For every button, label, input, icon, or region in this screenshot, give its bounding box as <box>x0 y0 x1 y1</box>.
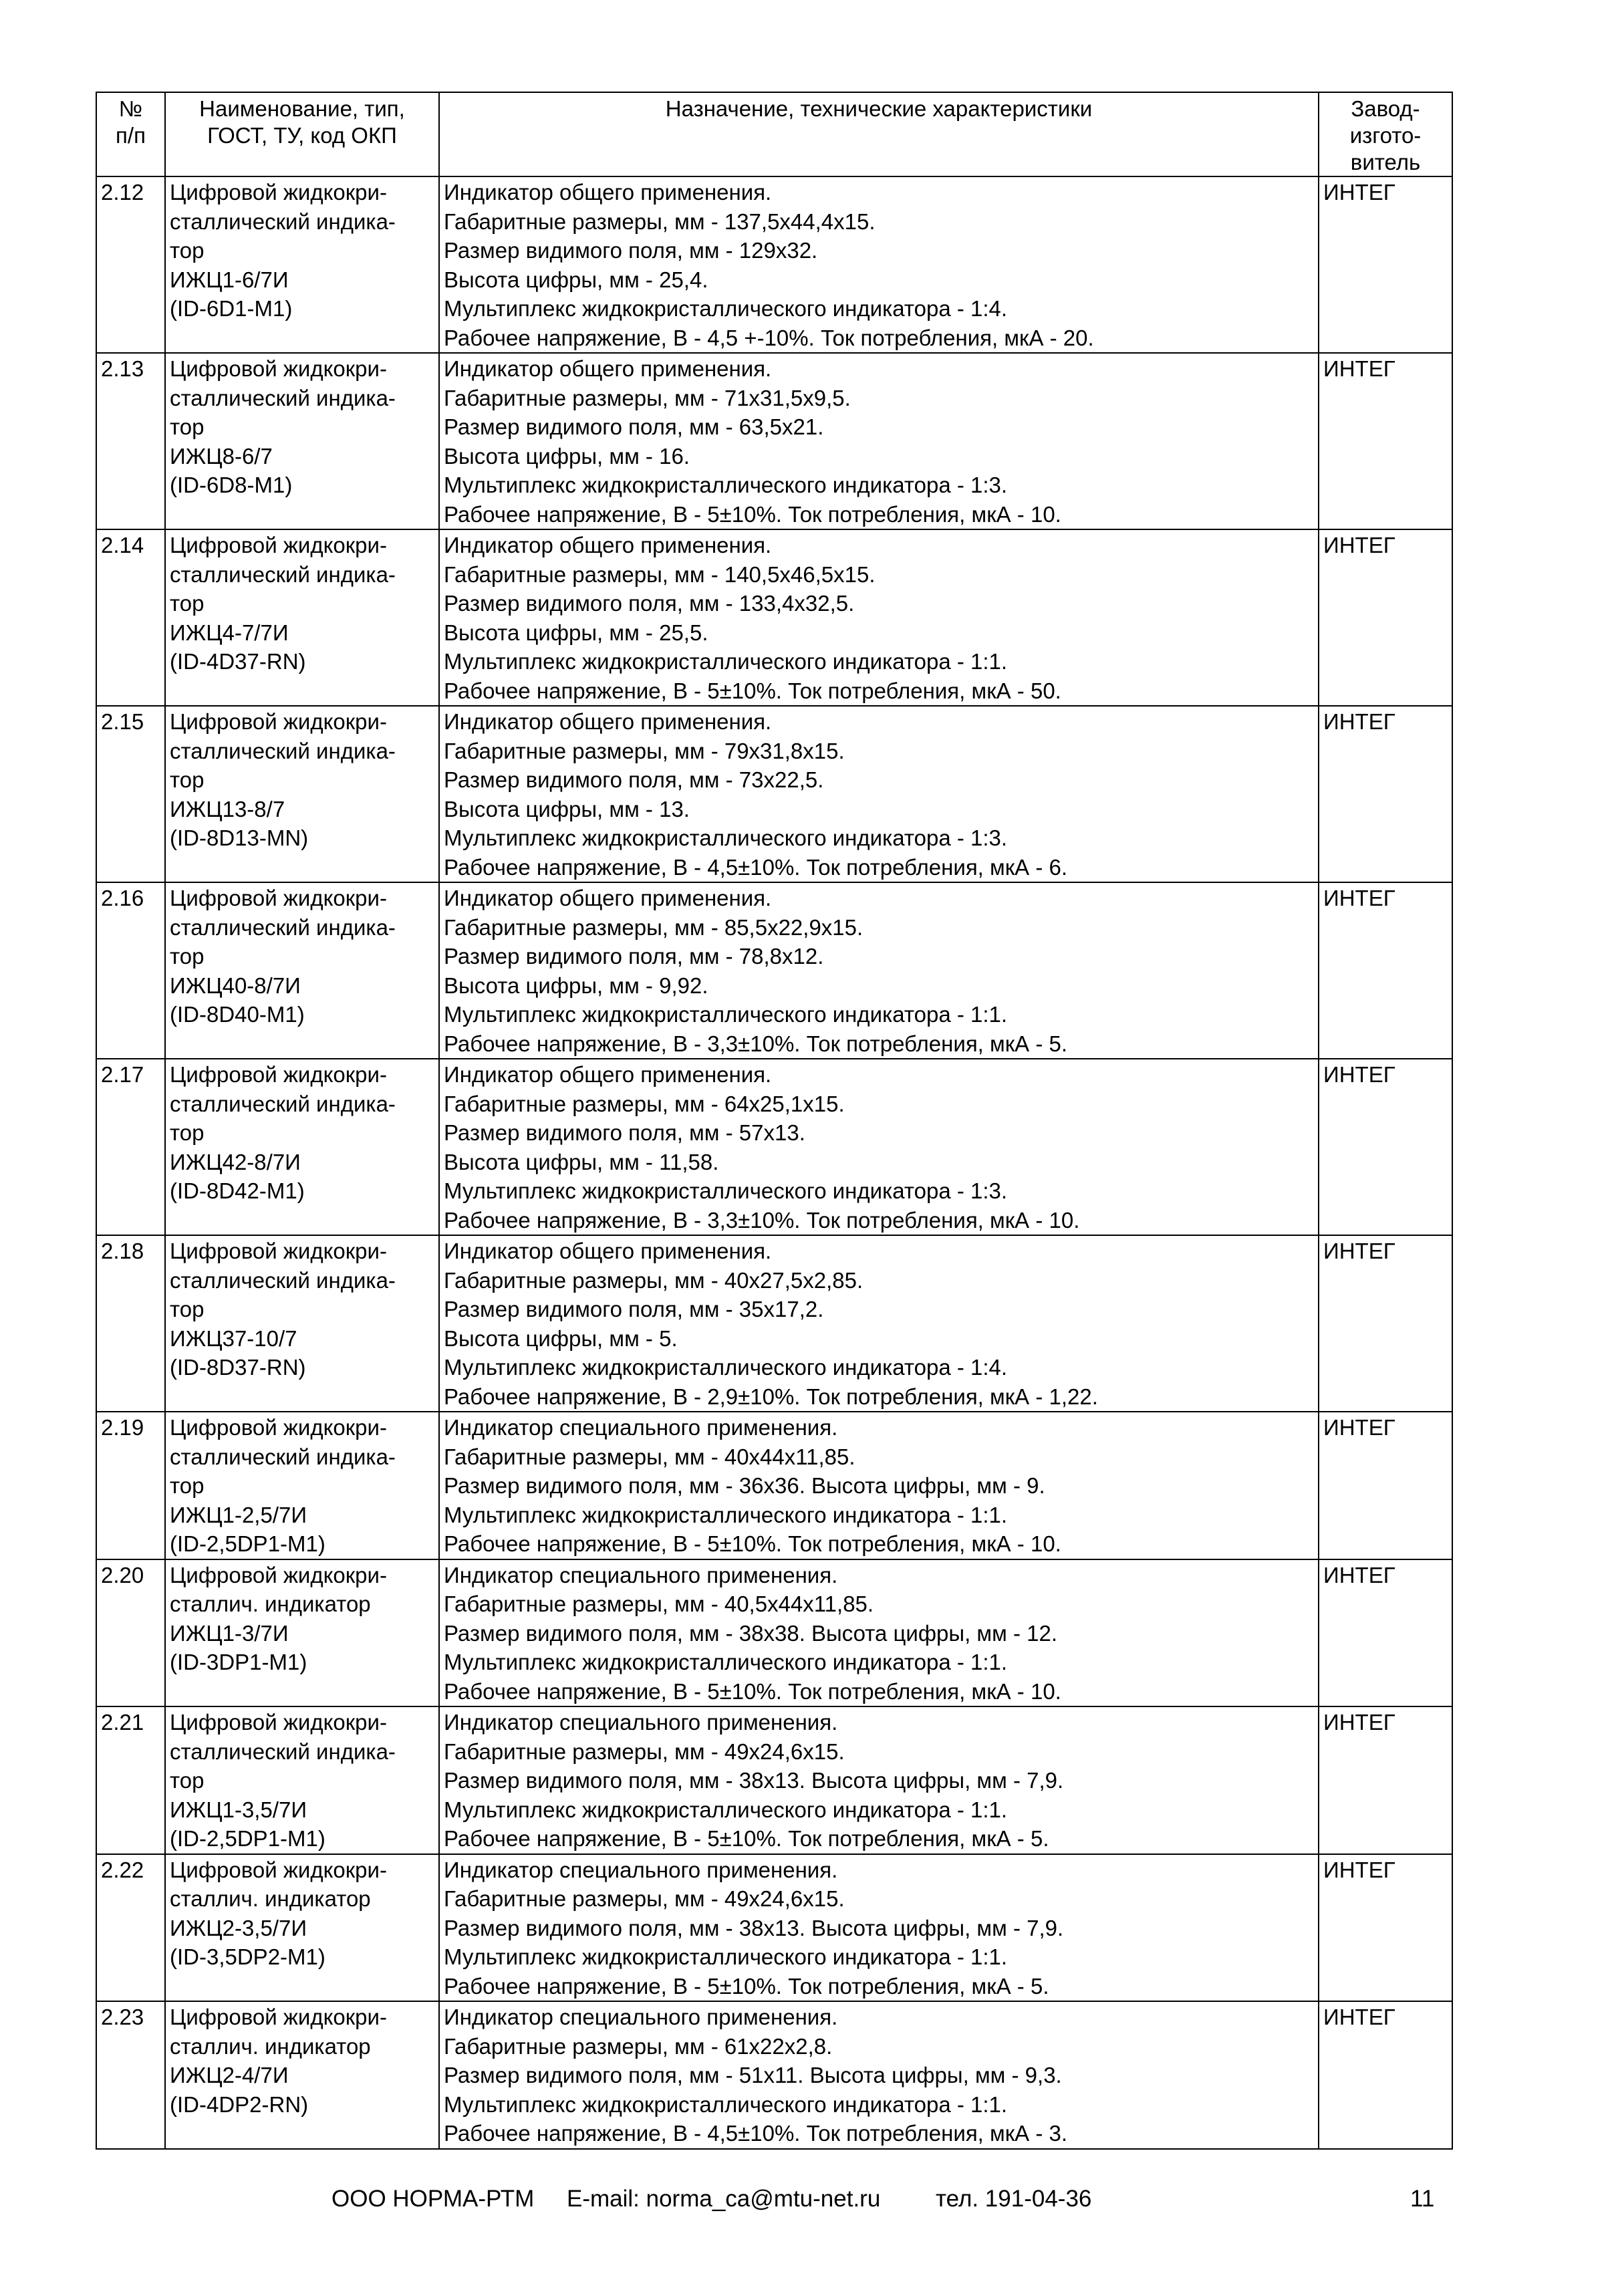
characteristics-line: Высота цифры, мм - 9,92. <box>444 973 708 998</box>
item-name-line: ИЖЦ8-6/7 <box>170 443 273 469</box>
characteristics-line: Рабочее напряжение, В - 2,9±10%. Ток потребления, мкА - 1,22. <box>444 1384 1098 1409</box>
row-number: 2.19 <box>96 1412 165 1559</box>
item-name-line: (ID-4DP2-RN) <box>170 2091 309 2117</box>
item-name-line: сталлич. индикатор <box>170 1886 371 1911</box>
characteristics-cell <box>439 1059 1319 1235</box>
item-name-line: ИЖЦ42-8/7И <box>170 1149 301 1174</box>
manufacturer-cell: ИНТЕГ <box>1319 1235 1452 1412</box>
characteristics-line: Высота цифры, мм - 11,58. <box>444 1149 719 1174</box>
characteristics-line: Размер видимого поля, мм - 51х11. Высота цифры, мм - 9,3. <box>444 2063 1062 2087</box>
row-number: 2.20 <box>96 1559 165 1707</box>
item-name-line: (ID-8D42-M1) <box>170 1178 305 1203</box>
characteristics-line: Размер видимого поля, мм - 36х36. Высота цифры, мм - 9. <box>444 1473 1045 1498</box>
row-number: 2.17 <box>96 1059 165 1235</box>
characteristics-line: Мультиплекс жидкокристаллического индикатора - 1:4. <box>444 296 1008 321</box>
item-name-line: ИЖЦ1-2,5/7И <box>170 1502 307 1527</box>
characteristics-cell <box>439 706 1319 882</box>
item-name-line: Цифровой жидкокри- <box>170 533 387 557</box>
characteristics-line: Габаритные размеры, мм - 85,5х22,9х15. <box>444 914 863 940</box>
characteristics-line: Мультиплекс жидкокристаллического индикатора - 1:3. <box>444 825 1008 850</box>
characteristics-line: Мультиплекс жидкокристаллического индикатора - 1:3. <box>444 1178 1008 1203</box>
characteristics-line: Размер видимого поля, мм - 35х17,2. <box>444 1297 824 1321</box>
characteristics-line: Размер видимого поля, мм - 57х13. <box>444 1120 805 1145</box>
table-row <box>96 1706 1452 1854</box>
item-name-cell <box>165 176 439 353</box>
row-number: 2.16 <box>96 882 165 1059</box>
table-row <box>96 176 1452 353</box>
characteristics-cell <box>439 1706 1319 1854</box>
manufacturer-cell: ИНТЕГ <box>1319 1059 1452 1235</box>
item-name-cell <box>165 882 439 1059</box>
characteristics-line: Индикатор общего применения. <box>444 180 772 205</box>
characteristics-line: Рабочее напряжение, В - 5±10%. Ток потребления, мкА - 10. <box>444 501 1061 527</box>
characteristics-line: Рабочее напряжение, В - 3,3±10%. Ток потребления, мкА - 10. <box>444 1207 1080 1233</box>
item-name-line: (ID-8D37-RN) <box>170 1355 306 1380</box>
characteristics-line: Габаритные размеры, мм - 49х24,6х15. <box>444 1739 845 1764</box>
item-name-line: ИЖЦ1-6/7И <box>170 267 289 292</box>
item-name-line: ИЖЦ37-10/7 <box>170 1325 297 1351</box>
characteristics-cell <box>439 176 1319 353</box>
characteristics-line: Индикатор специального применения. <box>444 1562 838 1587</box>
characteristics-line: Мультиплекс жидкокристаллического индикатора - 1:1. <box>444 1944 1008 1969</box>
characteristics-line: Индикатор специального применения. <box>444 1857 838 1882</box>
item-name-line: (ID-8D40-M1) <box>170 1002 305 1027</box>
table-row <box>96 1854 1452 2002</box>
characteristics-line: Размер видимого поля, мм - 129х32. <box>444 238 818 263</box>
manufacturer-cell: ИНТЕГ <box>1319 1706 1452 1854</box>
characteristics-line: Габаритные размеры, мм - 40х27,5х2,85. <box>444 1267 863 1293</box>
characteristics-line: Размер видимого поля, мм - 38х38. Высота цифры, мм - 12. <box>444 1620 1057 1646</box>
characteristics-cell <box>439 882 1319 1059</box>
item-name-line: ИЖЦ1-3,5/7И <box>170 1797 307 1822</box>
item-name-line: сталлический индика- <box>170 209 396 234</box>
item-name-line: Цифровой жидкокри- <box>170 1062 387 1087</box>
item-name-cell <box>165 1235 439 1412</box>
item-name-cell <box>165 1854 439 2002</box>
item-name-cell <box>165 2001 439 2149</box>
characteristics-line: Индикатор общего применения. <box>444 1239 772 1263</box>
header-number: № п/п <box>96 92 165 176</box>
item-name-line: (ID-6D1-M1) <box>170 296 293 321</box>
item-name-line: ИЖЦ40-8/7И <box>170 973 301 998</box>
item-name-line: (ID-2,5DP1-M1) <box>170 1826 325 1851</box>
item-name-line: тор <box>170 238 205 263</box>
item-name-cell <box>165 1559 439 1707</box>
characteristics-line: Индикатор специального применения. <box>444 1710 838 1735</box>
item-name-line: Цифровой жидкокри- <box>170 1239 387 1263</box>
table-row <box>96 1559 1452 1707</box>
item-name-cell <box>165 1412 439 1559</box>
characteristics-cell <box>439 353 1319 529</box>
row-number: 2.22 <box>96 1854 165 2002</box>
item-name-line: сталлический индика- <box>170 1444 396 1469</box>
characteristics-cell <box>439 2001 1319 2149</box>
characteristics-cell <box>439 1559 1319 1707</box>
footer-phone: тел. 191-04-36 <box>936 2186 1092 2212</box>
table-header-row <box>96 92 1452 176</box>
header-description: Назначение, технические характеристики <box>439 92 1319 176</box>
characteristics-line: Габаритные размеры, мм - 71х31,5х9,5. <box>444 385 851 410</box>
characteristics-line: Индикатор специального применения. <box>444 2005 838 2029</box>
characteristics-line: Высота цифры, мм - 16. <box>444 443 690 469</box>
item-name-line: Цифровой жидкокри- <box>170 2005 387 2029</box>
row-number: 2.15 <box>96 706 165 882</box>
item-name-line: ИЖЦ4-7/7И <box>170 620 289 645</box>
characteristics-line: Размер видимого поля, мм - 38х13. Высота цифры, мм - 7,9. <box>444 1915 1064 1940</box>
characteristics-line: Рабочее напряжение, В - 5±10%. Ток потребления, мкА - 5. <box>444 1973 1049 1999</box>
row-number: 2.12 <box>96 176 165 353</box>
characteristics-line: Мультиплекс жидкокристаллического индикатора - 1:4. <box>444 1355 1008 1380</box>
characteristics-line: Габаритные размеры, мм - 61х22х2,8. <box>444 2033 833 2059</box>
characteristics-line: Мультиплекс жидкокристаллического индикатора - 1:1. <box>444 1502 1008 1527</box>
characteristics-line: Размер видимого поля, мм - 38х13. Высота цифры, мм - 7,9. <box>444 1768 1064 1793</box>
characteristics-line: Мультиплекс жидкокристаллического индикатора - 1:3. <box>444 473 1008 497</box>
characteristics-line: Рабочее напряжение, В - 4,5±10%. Ток потребления, мкА - 3. <box>444 2121 1068 2146</box>
characteristics-line: Габаритные размеры, мм - 137,5х44,4х15. <box>444 209 876 234</box>
characteristics-line: Индикатор общего применения. <box>444 1062 772 1087</box>
characteristics-line: Рабочее напряжение, В - 4,5±10%. Ток потребления, мкА - 6. <box>444 854 1068 880</box>
item-name-line: сталлический индика- <box>170 385 396 410</box>
characteristics-line: Габаритные размеры, мм - 40,5х44х11,85. <box>444 1591 874 1616</box>
item-name-line: Цифровой жидкокри- <box>170 180 387 205</box>
table-body <box>96 176 1452 2149</box>
row-number: 2.13 <box>96 353 165 529</box>
characteristics-line: Габаритные размеры, мм - 79х31,8х15. <box>444 738 845 763</box>
characteristics-cell <box>439 1854 1319 2002</box>
item-name-line: тор <box>170 1297 205 1321</box>
item-name-line: сталлический индика- <box>170 1267 396 1293</box>
characteristics-line: Размер видимого поля, мм - 63,5х21. <box>444 414 824 439</box>
characteristics-line: Габаритные размеры, мм - 64х25,1х15. <box>444 1091 845 1116</box>
item-name-line: (ID-8D13-MN) <box>170 825 309 850</box>
item-name-line: сталлический индика- <box>170 1091 396 1116</box>
item-name-line: тор <box>170 944 205 969</box>
item-name-cell <box>165 706 439 882</box>
manufacturer-cell: ИНТЕГ <box>1319 529 1452 706</box>
characteristics-line: Индикатор общего применения. <box>444 886 772 910</box>
item-name-line: Цифровой жидкокри- <box>170 356 387 381</box>
table-row <box>96 1059 1452 1235</box>
row-number: 2.14 <box>96 529 165 706</box>
table-row <box>96 1235 1452 1412</box>
item-name-line: тор <box>170 1120 205 1145</box>
item-name-line: сталлич. индикатор <box>170 2033 371 2059</box>
characteristics-line: Мультиплекс жидкокристаллического индикатора - 1:1. <box>444 649 1008 674</box>
characteristics-line: Индикатор общего применения. <box>444 533 772 557</box>
characteristics-line: Индикатор общего применения. <box>444 709 772 734</box>
item-name-line: ИЖЦ2-4/7И <box>170 2063 289 2087</box>
characteristics-line: Размер видимого поля, мм - 78,8х12. <box>444 944 824 969</box>
characteristics-line: Габаритные размеры, мм - 49х24,6х15. <box>444 1886 845 1911</box>
item-name-line: (ID-3,5DP2-M1) <box>170 1944 325 1969</box>
item-name-line: (ID-3DP1-M1) <box>170 1650 307 1674</box>
item-name-line: Цифровой жидкокри- <box>170 1857 387 1882</box>
manufacturer-cell: ИНТЕГ <box>1319 1412 1452 1559</box>
characteristics-line: Мультиплекс жидкокристаллического индикатора - 1:1. <box>444 2091 1008 2117</box>
characteristics-line: Высота цифры, мм - 5. <box>444 1325 678 1351</box>
item-name-line: сталлич. индикатор <box>170 1591 371 1616</box>
footer-company: ООО НОРМА-РТМ <box>331 2186 535 2212</box>
item-name-line: ИЖЦ1-3/7И <box>170 1620 289 1646</box>
characteristics-line: Индикатор общего применения. <box>444 356 772 381</box>
characteristics-line: Размер видимого поля, мм - 73х22,5. <box>444 767 824 792</box>
characteristics-line: Рабочее напряжение, В - 3,3±10%. Ток потребления, мкА - 5. <box>444 1031 1068 1056</box>
item-name-line: сталлический индика- <box>170 1739 396 1764</box>
item-name-line: тор <box>170 591 205 616</box>
item-name-line: (ID-2,5DP1-M1) <box>170 1531 325 1556</box>
characteristics-cell <box>439 1412 1319 1559</box>
manufacturer-cell: ИНТЕГ <box>1319 1559 1452 1707</box>
spec-table <box>96 92 1453 2150</box>
characteristics-line: Мультиплекс жидкокристаллического индикатора - 1:1. <box>444 1650 1008 1674</box>
characteristics-cell <box>439 1235 1319 1412</box>
item-name-line: Цифровой жидкокри- <box>170 1562 387 1587</box>
item-name-line: тор <box>170 1473 205 1498</box>
item-name-line: тор <box>170 1768 205 1793</box>
item-name-line: тор <box>170 767 205 792</box>
characteristics-line: Рабочее напряжение, В - 5±10%. Ток потребления, мкА - 10. <box>444 1678 1061 1704</box>
row-number: 2.18 <box>96 1235 165 1412</box>
characteristics-line: Габаритные размеры, мм - 140,5х46,5х15. <box>444 561 876 587</box>
manufacturer-cell: ИНТЕГ <box>1319 882 1452 1059</box>
table-row <box>96 353 1452 529</box>
header-manufacturer: Завод- изгото- витель <box>1319 92 1452 176</box>
item-name-line: ИЖЦ13-8/7 <box>170 796 285 821</box>
row-number: 2.23 <box>96 2001 165 2149</box>
table-row <box>96 706 1452 882</box>
characteristics-cell <box>439 529 1319 706</box>
characteristics-line: Высота цифры, мм - 13. <box>444 796 690 821</box>
item-name-line: Цифровой жидкокри- <box>170 1415 387 1440</box>
item-name-line: ИЖЦ2-3,5/7И <box>170 1915 307 1940</box>
manufacturer-cell: ИНТЕГ <box>1319 706 1452 882</box>
item-name-line: сталлический индика- <box>170 914 396 940</box>
characteristics-line: Высота цифры, мм - 25,5. <box>444 620 708 645</box>
table-row <box>96 2001 1452 2149</box>
item-name-line: (ID-6D8-M1) <box>170 473 293 497</box>
table-row <box>96 882 1452 1059</box>
characteristics-line: Мультиплекс жидкокристаллического индикатора - 1:1. <box>444 1797 1008 1822</box>
characteristics-line: Рабочее напряжение, В - 4,5 +-10%. Ток потребления, мкА - 20. <box>444 325 1094 350</box>
item-name-cell <box>165 1706 439 1854</box>
manufacturer-cell: ИНТЕГ <box>1319 176 1452 353</box>
item-name-cell <box>165 529 439 706</box>
manufacturer-cell: ИНТЕГ <box>1319 353 1452 529</box>
item-name-cell <box>165 1059 439 1235</box>
manufacturer-cell: ИНТЕГ <box>1319 2001 1452 2149</box>
characteristics-line: Высота цифры, мм - 25,4. <box>444 267 708 292</box>
item-name-cell <box>165 353 439 529</box>
item-name-line: сталлический индика- <box>170 561 396 587</box>
item-name-line: тор <box>170 414 205 439</box>
manufacturer-cell: ИНТЕГ <box>1319 1854 1452 2002</box>
characteristics-line: Размер видимого поля, мм - 133,4х32,5. <box>444 591 855 616</box>
footer-email: E-mail: norma_ca@mtu-net.ru <box>567 2186 881 2212</box>
characteristics-line: Индикатор специального применения. <box>444 1415 838 1440</box>
characteristics-line: Рабочее напряжение, В - 5±10%. Ток потребления, мкА - 10. <box>444 1531 1061 1556</box>
characteristics-line: Габаритные размеры, мм - 40х44х11,85. <box>444 1444 855 1469</box>
header-name: Наименование, тип, ГОСТ, ТУ, код ОКП <box>165 92 439 176</box>
item-name-line: (ID-4D37-RN) <box>170 649 306 674</box>
table-row <box>96 1412 1452 1559</box>
row-number: 2.21 <box>96 1706 165 1854</box>
item-name-line: Цифровой жидкокри- <box>170 709 387 734</box>
item-name-line: Цифровой жидкокри- <box>170 1710 387 1735</box>
characteristics-line: Рабочее напряжение, В - 5±10%. Ток потребления, мкА - 50. <box>444 678 1061 703</box>
characteristics-line: Рабочее напряжение, В - 5±10%. Ток потребления, мкА - 5. <box>444 1826 1049 1851</box>
item-name-line: сталлический индика- <box>170 738 396 763</box>
page-number: 11 <box>1410 2186 1435 2212</box>
page-footer <box>0 2186 1604 2219</box>
item-name-line: Цифровой жидкокри- <box>170 886 387 910</box>
table-row <box>96 529 1452 706</box>
characteristics-line: Мультиплекс жидкокристаллического индикатора - 1:1. <box>444 1002 1008 1027</box>
